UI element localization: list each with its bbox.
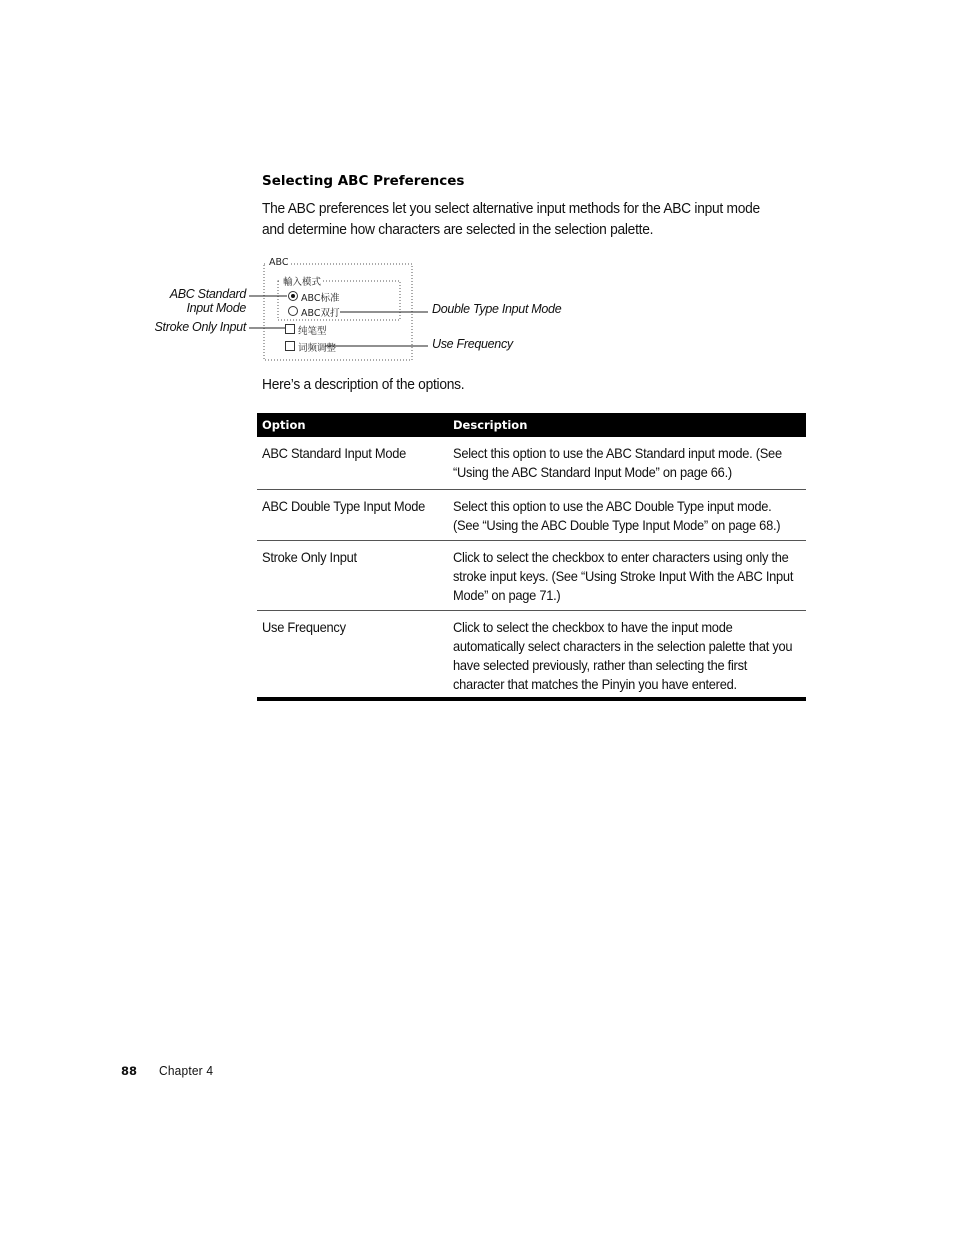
group-label: ABC — [269, 257, 289, 268]
option-cell: Stroke Only Input — [262, 549, 357, 565]
use-frequency-checkbox-label: 词频调整 — [298, 343, 337, 354]
use-frequency-checkbox[interactable] — [285, 341, 295, 351]
page-number: 88 — [121, 1064, 138, 1078]
table-row — [257, 490, 806, 541]
table-row — [257, 611, 806, 701]
abc-double-radio[interactable] — [288, 306, 298, 316]
options-table — [257, 413, 806, 701]
table-row — [257, 541, 806, 611]
description-cell: Select this option to use the ABC Standard input mode. (See “Using the ABC Standard Input Mode” on page 66.) — [453, 445, 782, 480]
callout-use-frequency: Use Frequency — [432, 337, 513, 351]
stroke-only-checkbox[interactable] — [285, 324, 295, 334]
header-description: Description — [453, 418, 528, 432]
option-cell: ABC Standard Input Mode — [262, 445, 407, 461]
subgroup-label: 輸入模式 — [281, 274, 323, 288]
abc-double-radio-label: ABC双打 — [301, 308, 340, 319]
intro-paragraph: The ABC preferences let you select alternative input methods for the ABC input mode and determine how characters are selected in the selection palette. — [262, 200, 760, 238]
header-option: Option — [262, 418, 306, 432]
option-cell: Use Frequency — [262, 619, 346, 635]
options-description-intro: Here’s a description of the options. — [262, 376, 465, 393]
callout-abc-standard-line2: Input Mode — [186, 301, 246, 315]
abc-preferences-figure — [150, 255, 600, 370]
abc-standard-radio-label: ABC标准 — [301, 293, 340, 304]
option-cell: ABC Double Type Input Mode — [262, 498, 425, 514]
callout-stroke-only: Stroke Only Input — [154, 320, 246, 334]
callout-abc-standard-line1: ABC Standard — [169, 287, 246, 301]
callout-abc-standard — [150, 287, 246, 315]
abc-standard-radio[interactable] — [288, 291, 298, 301]
chapter-label: Chapter 4 — [159, 1063, 214, 1078]
section-heading: Selecting ABC Preferences — [262, 173, 465, 189]
callout-double-type: Double Type Input Mode — [432, 302, 562, 316]
stroke-only-checkbox-label: 纯笔型 — [298, 326, 327, 337]
table-row — [257, 437, 806, 490]
description-cell: Click to select the checkbox to enter characters using only the stroke input keys. (See “Using Stroke Input With the ABC Input Mode” on page 71.) — [453, 549, 794, 603]
table-header — [257, 413, 806, 437]
description-cell: Select this option to use the ABC Double Type input mode. (See “Using the ABC Double Type Input Mode” on page 68.) — [453, 498, 781, 533]
description-cell: Click to select the checkbox to have the input mode automatically select characters in the selection palette that you have selected previously, rather than selecting the first character that matches the Pinyin you have entered. — [453, 619, 793, 692]
